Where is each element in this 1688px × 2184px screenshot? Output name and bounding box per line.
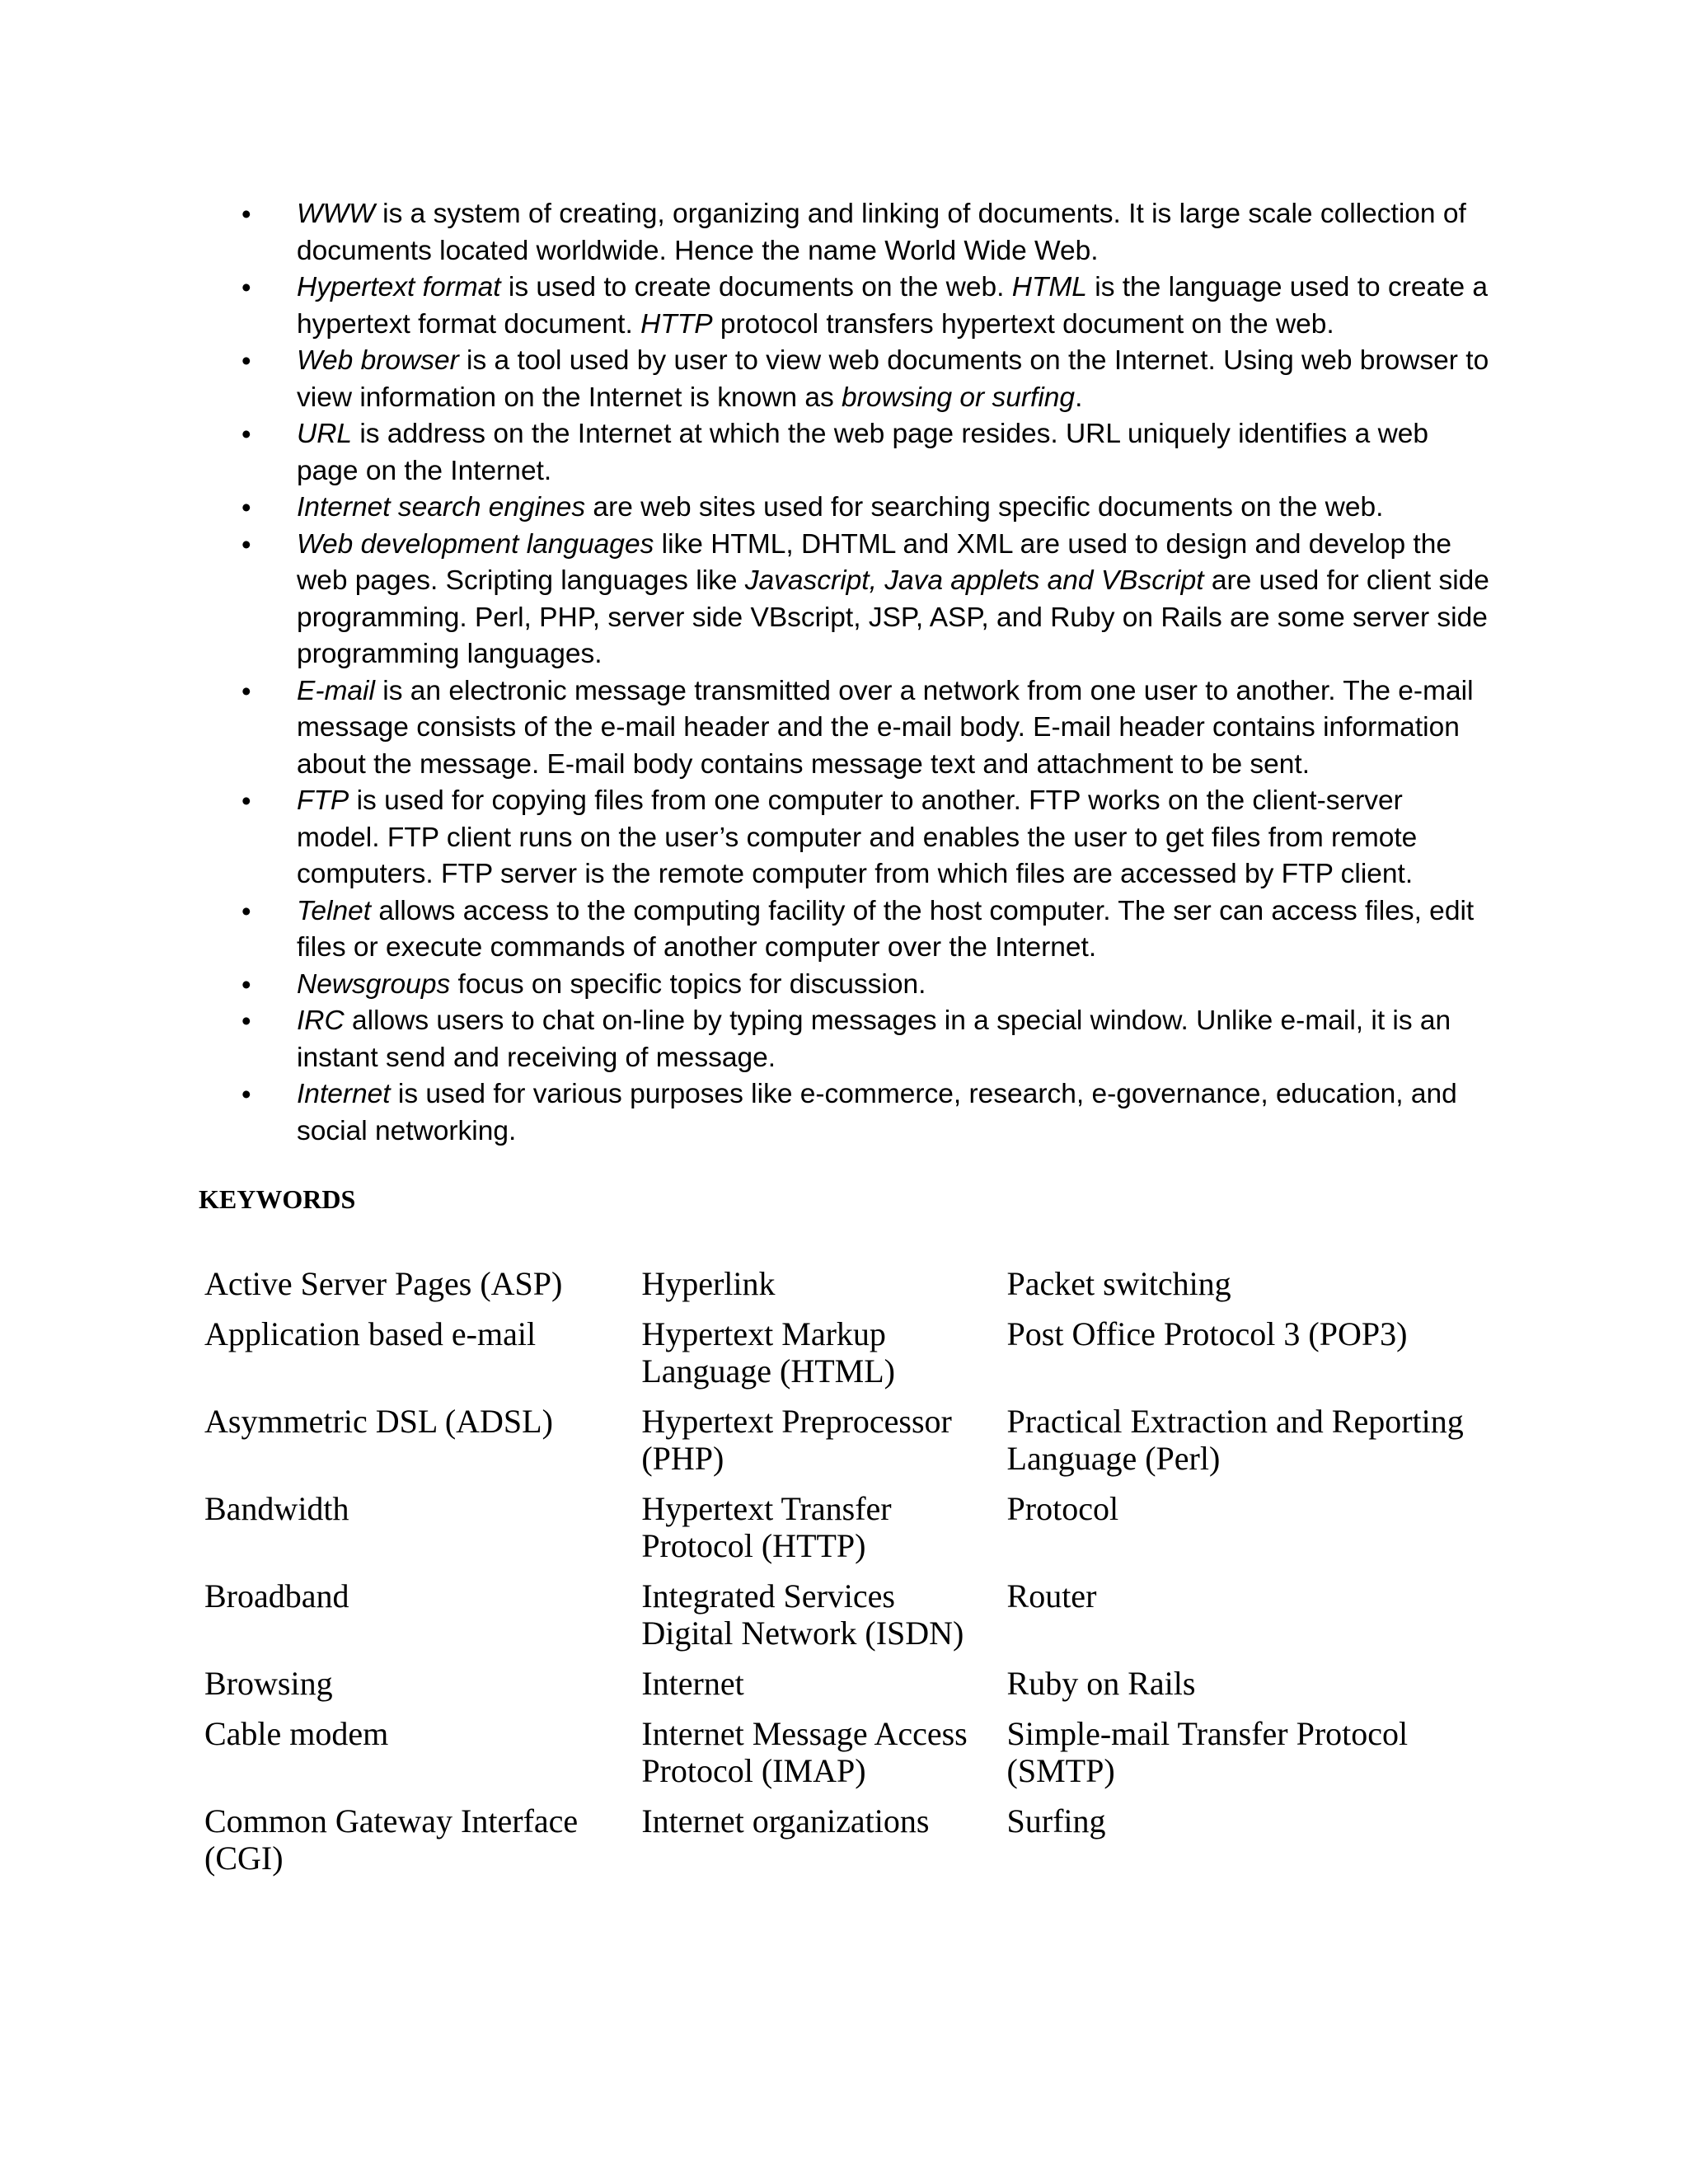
bullet-term: Telnet [297, 895, 372, 926]
keyword-cell: Internet organizations [641, 1802, 930, 1840]
keyword-cell: Internet Message Access Protocol (IMAP) [641, 1715, 968, 1789]
keyword-cell: Asymmetric DSL (ADSL) [204, 1403, 553, 1440]
keywords-heading: KEYWORDS [199, 1184, 356, 1214]
keyword-cell: Protocol [1006, 1490, 1119, 1527]
bullet-term: HTTP [640, 308, 713, 340]
bullet-item [206, 343, 1492, 416]
keyword-cell: Application based e-mail [204, 1315, 537, 1352]
bullet-term: Internet [297, 1079, 391, 1109]
table-row [196, 1577, 1490, 1665]
bullet-text: is a tool used by user to view web documents on the Internet. Using web browser to view information on the Internet is known as [297, 345, 1489, 413]
keyword-cell: Cable modem [204, 1715, 389, 1752]
bullet-term: E-mail [297, 675, 375, 706]
keyword-cell: Router [1006, 1577, 1097, 1615]
keyword-cell: Hypertext Transfer Protocol (HTTP) [641, 1490, 892, 1564]
bullet-item [206, 490, 1492, 527]
bullet-item [206, 967, 1492, 1004]
bullet-term: Javascript, Java applets and VBscript [744, 565, 1204, 596]
bullet-text: are web sites used for searching specific documents on the web. [585, 492, 1384, 523]
bullet-text: is used for copying files from one computer to another. FTP works on the client-server model. FTP client runs on the user’s computer and enables the user to get files from remote computers. FTP server is the remote computer from which files are accessed by FTP client. [297, 785, 1418, 889]
bullet-term: Newsgroups [297, 968, 451, 1000]
bullet-text: like HTML, DHTML and XML are used to design and develop the web pages. Scripting languages like [297, 528, 1451, 596]
bullet-item [206, 893, 1492, 967]
bullet-term: browsing or surfing [842, 382, 1076, 413]
keyword-cell: Packet switching [1006, 1265, 1231, 1302]
keyword-cell: Internet [641, 1665, 744, 1702]
bullet-term: Internet search engines [297, 492, 586, 523]
keyword-cell: Surfing [1006, 1802, 1106, 1840]
bullet-item [206, 269, 1492, 343]
bullet-term: HTML [1011, 272, 1087, 302]
bullet-item [206, 1076, 1492, 1150]
bullet-text: is address on the Internet at which the web page resides. URL uniquely identifies a web page on the Internet. [297, 419, 1429, 486]
keyword-cell: Post Office Protocol 3 (POP3) [1006, 1315, 1408, 1352]
bullet-item [206, 673, 1492, 784]
table-row [196, 1715, 1490, 1802]
keyword-cell: Simple-mail Transfer Protocol (SMTP) [1006, 1715, 1409, 1789]
keyword-cell: Hypertext Preprocessor (PHP) [641, 1403, 952, 1477]
keyword-cell: Hyperlink [641, 1265, 776, 1302]
keyword-cell: Browsing [204, 1665, 333, 1702]
table-row [196, 1490, 1490, 1577]
bullet-term: WWW [297, 199, 375, 229]
bullet-text: allows access to the computing facility of the host computer. The ser can access files, edit files or execute commands of another computer over the Internet. [297, 895, 1475, 963]
table-row [196, 1403, 1490, 1490]
bullet-term: IRC [297, 1005, 345, 1036]
keyword-cell: Practical Extraction and Reporting Language (Perl) [1006, 1403, 1464, 1477]
bullet-text: is a system of creating, organizing and linking of documents. It is large scale collection of documents located worldwide. Hence the name World Wide Web. [297, 199, 1466, 266]
bullet-term: Web development languages [297, 528, 654, 560]
keyword-cell: Active Server Pages (ASP) [204, 1265, 563, 1302]
table-row [196, 1802, 1490, 1890]
bullet-text: is used to create documents on the web. [500, 272, 1012, 302]
bullet-term: Web browser [297, 345, 459, 376]
table-row [196, 1265, 1490, 1315]
bullet-text: allows users to chat on-line by typing messages in a special window. Unlike e-mail, it is an instant send and receiving of message. [297, 1005, 1451, 1073]
bullet-item [206, 416, 1492, 490]
keyword-cell: Ruby on Rails [1006, 1665, 1196, 1702]
keyword-cell: Broadband [204, 1577, 349, 1615]
bullet-text: is an electronic message transmitted over a network from one user to another. The e-mail message consists of the e-mail header and the e-mail body. E-mail header contains information about the message. E-mail body contains message text and attachment to be sent. [297, 675, 1474, 780]
keyword-cell: Hypertext Markup Language (HTML) [641, 1315, 895, 1390]
keywords-table [196, 1265, 1490, 1890]
bullet-text: . [1075, 382, 1083, 413]
bullet-term: FTP [297, 785, 349, 816]
bullet-text: is used for various purposes like e-commerce, research, e-governance, education, and social networking. [297, 1079, 1457, 1146]
table-row [196, 1315, 1490, 1403]
bullet-term: Hypertext format [297, 272, 501, 302]
keyword-cell: Common Gateway Interface (CGI) [204, 1802, 579, 1877]
bullet-term: URL [297, 419, 353, 449]
summary-bullet-list [206, 196, 1492, 1150]
bullet-item [206, 527, 1492, 673]
bullet-text: is the language used to create a hypertext format document. [297, 272, 1489, 340]
bullet-text: are used for client side programming. Perl, PHP, server side VBscript, JSP, ASP, and Ruby on Rails are some server side programming languages. [297, 565, 1489, 669]
bullet-item [206, 1003, 1492, 1076]
keyword-cell: Bandwidth [204, 1490, 349, 1527]
bullet-item [206, 783, 1492, 893]
bullet-text: focus on specific topics for discussion. [450, 968, 926, 1000]
keyword-cell: Integrated Services Digital Network (ISDN) [641, 1577, 964, 1652]
bullet-text: protocol transfers hypertext document on the web. [712, 308, 1334, 340]
table-row [196, 1665, 1490, 1715]
bullet-item [206, 196, 1492, 269]
